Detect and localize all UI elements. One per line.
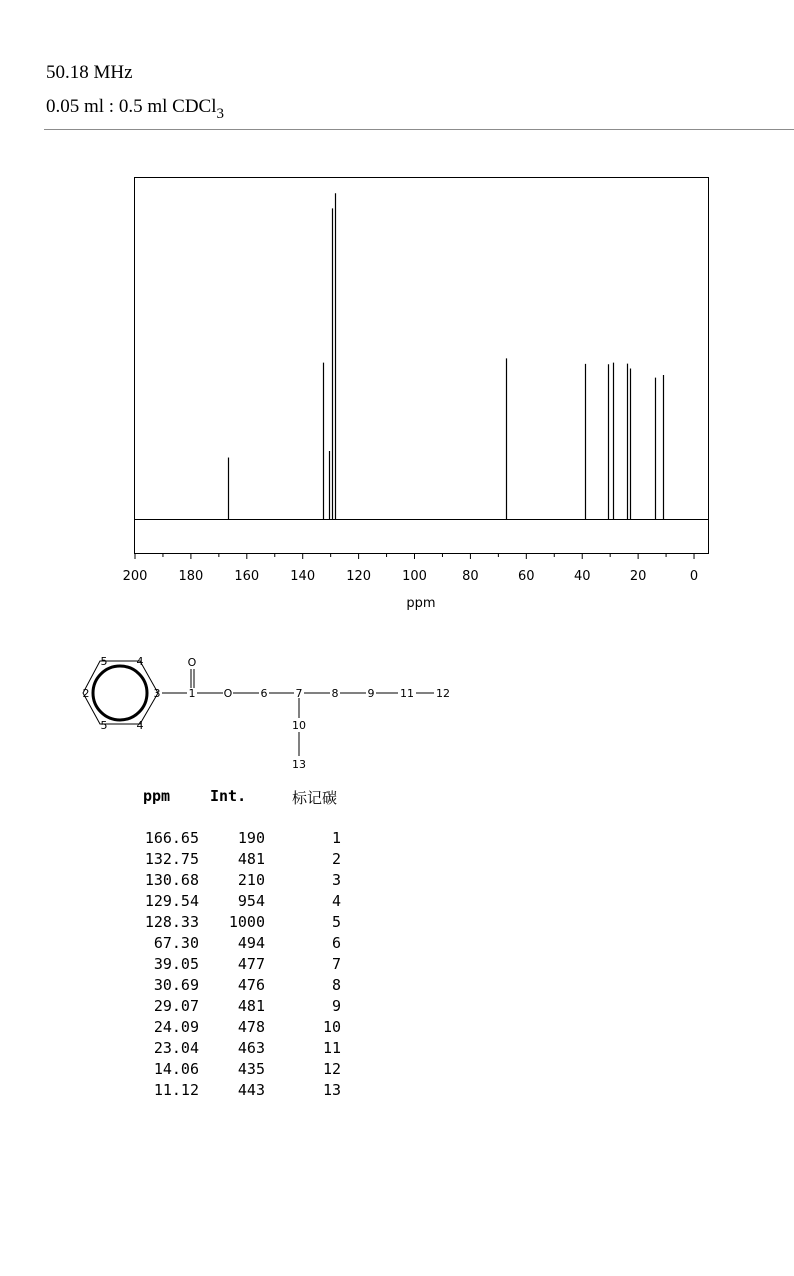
row-carbon-label: 7 <box>331 955 341 973</box>
x-tick-label: 0 <box>689 569 699 584</box>
atom-label-carbonyl-o: O <box>187 656 197 669</box>
row-carbon-label: 5 <box>331 913 341 931</box>
table-header-carbon-label: 标记碳 <box>292 789 338 807</box>
row-intensity: 477 <box>237 955 265 973</box>
solvent-subscript: 3 <box>216 106 224 122</box>
row-ppm: 128.33 <box>144 913 199 931</box>
row-intensity: 954 <box>237 892 265 910</box>
table-row <box>120 934 350 955</box>
atom-label-12: 12 <box>436 687 450 700</box>
row-intensity: 190 <box>237 829 265 847</box>
row-ppm: 29.07 <box>153 997 199 1015</box>
row-carbon-label: 12 <box>322 1060 341 1078</box>
row-carbon-label: 11 <box>322 1039 341 1057</box>
row-carbon-label: 1 <box>331 829 341 847</box>
row-ppm: 129.54 <box>144 892 199 910</box>
table-row <box>120 1039 350 1060</box>
x-tick-label: 80 <box>462 569 479 584</box>
table-row <box>120 892 350 913</box>
atom-label-13: 13 <box>292 758 306 771</box>
atom-label-3: 3 <box>153 687 161 700</box>
x-tick-label: 120 <box>346 569 372 584</box>
table-row <box>120 976 350 997</box>
atom-label-9: 9 <box>367 687 375 700</box>
atom-label-10: 10 <box>292 719 306 732</box>
table-row <box>120 850 350 871</box>
atom-label-ester-o: O <box>223 687 233 700</box>
atom-label-6: 6 <box>260 687 268 700</box>
atom-label-4-bottom: 4 <box>136 719 144 732</box>
atom-label-2: 2 <box>82 687 90 700</box>
row-ppm: 132.75 <box>144 850 199 868</box>
aromatic-circle <box>93 666 147 720</box>
table-header-intensity: Int. <box>210 787 247 805</box>
atom-label-7: 7 <box>295 687 303 700</box>
row-carbon-label: 3 <box>331 871 341 889</box>
atom-label-1: 1 <box>188 687 196 700</box>
table-row <box>120 871 350 892</box>
atom-label-11: 11 <box>400 687 414 700</box>
atom-label-8: 8 <box>331 687 339 700</box>
x-tick-label: 160 <box>234 569 260 584</box>
atom-label-5-top: 5 <box>100 655 108 668</box>
row-intensity: 463 <box>237 1039 265 1057</box>
row-ppm: 130.68 <box>144 871 199 889</box>
row-carbon-label: 6 <box>331 934 341 952</box>
row-ppm: 39.05 <box>153 955 199 973</box>
row-intensity: 443 <box>237 1081 265 1099</box>
table-row <box>120 955 350 976</box>
row-intensity: 481 <box>237 997 265 1015</box>
row-ppm: 14.06 <box>153 1060 199 1078</box>
row-intensity: 476 <box>237 976 265 994</box>
row-intensity: 494 <box>237 934 265 952</box>
row-ppm: 11.12 <box>153 1081 199 1099</box>
x-tick-label: 140 <box>290 569 316 584</box>
row-intensity: 481 <box>237 850 265 868</box>
atom-label-5-bottom: 5 <box>100 719 108 732</box>
x-tick-label: 180 <box>178 569 204 584</box>
row-intensity: 210 <box>237 871 265 889</box>
x-tick-label: 60 <box>518 569 535 584</box>
table-row <box>120 997 350 1018</box>
row-ppm: 30.69 <box>153 976 199 994</box>
row-carbon-label: 9 <box>331 997 341 1015</box>
x-tick-label: 20 <box>629 569 647 584</box>
atom-label-4-top: 4 <box>136 655 144 668</box>
table-header-ppm: ppm <box>143 787 171 805</box>
peak-table <box>120 829 350 1102</box>
table-row <box>120 1060 350 1081</box>
row-intensity: 435 <box>237 1060 265 1078</box>
row-carbon-label: 2 <box>331 850 341 868</box>
row-carbon-label: 4 <box>331 892 341 910</box>
row-carbon-label: 13 <box>322 1081 341 1099</box>
x-tick-label: 40 <box>573 569 591 584</box>
table-row <box>120 1018 350 1039</box>
x-tick-label: 200 <box>122 569 148 584</box>
solvent-main: 0.05 ml : 0.5 ml CDCl <box>46 96 217 117</box>
row-ppm: 24.09 <box>153 1018 199 1036</box>
spectrometer-frequency: 50.18 MHz <box>46 62 133 83</box>
row-ppm: 166.65 <box>144 829 199 847</box>
table-row <box>120 1081 350 1102</box>
x-axis-title: ppm <box>406 596 436 611</box>
table-row <box>120 829 350 850</box>
row-intensity: 1000 <box>228 913 265 931</box>
x-tick-label: 100 <box>402 569 427 584</box>
row-ppm: 23.04 <box>153 1039 199 1057</box>
row-intensity: 478 <box>237 1018 265 1036</box>
row-carbon-label: 8 <box>331 976 341 994</box>
table-row <box>120 913 350 934</box>
row-carbon-label: 10 <box>322 1018 341 1036</box>
row-ppm: 67.30 <box>153 934 199 952</box>
